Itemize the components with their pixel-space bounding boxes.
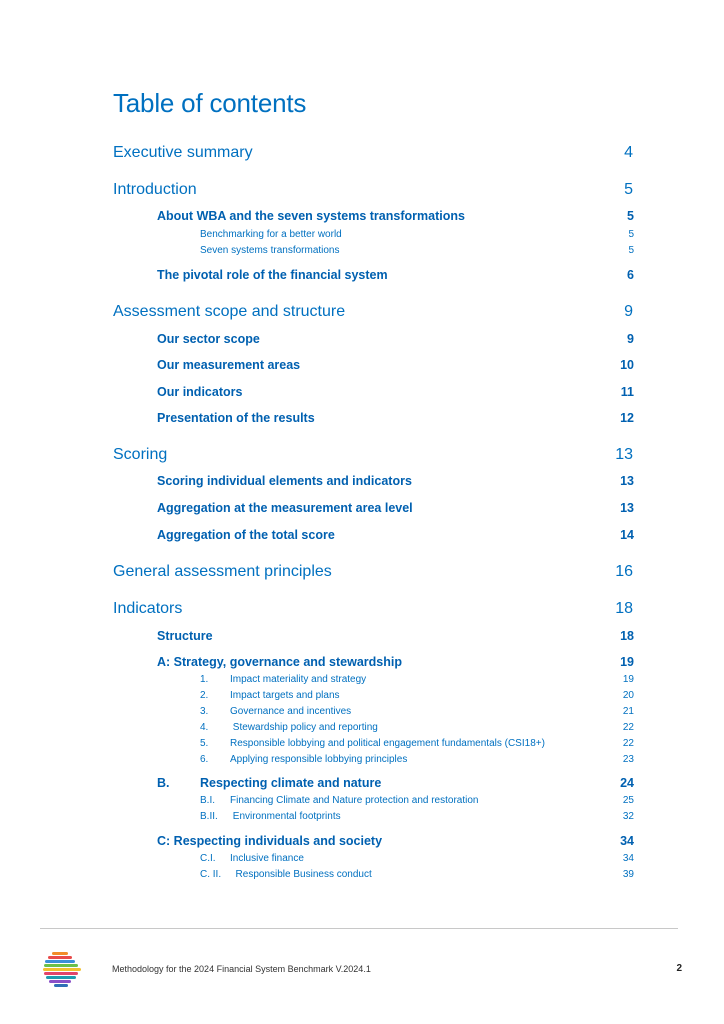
- toc-entry-aggregation-total[interactable]: [157, 528, 634, 542]
- toc-entry-number: 3.: [200, 706, 209, 717]
- toc-entry-seven-systems[interactable]: [200, 245, 634, 256]
- toc-entry-text: Environmental footprints: [230, 811, 341, 822]
- toc-entry-label: Assessment scope and structure: [113, 303, 346, 320]
- footer-divider: [40, 928, 678, 929]
- toc-entry-executive-summary[interactable]: [113, 144, 633, 162]
- toc-entry-respecting-individuals[interactable]: [157, 834, 634, 848]
- toc-entry-label: General assessment principles: [113, 563, 332, 580]
- toc-entry-text: Governance and incentives: [230, 706, 352, 717]
- toc-entry-text: Inclusive finance: [230, 853, 304, 864]
- toc-entry-label: [200, 690, 623, 701]
- toc-entry-assessment-scope[interactable]: [113, 303, 633, 321]
- toc-entry-page: 24: [620, 776, 634, 790]
- toc-entry-label: [200, 869, 623, 880]
- toc-entry-page: 32: [622, 811, 634, 822]
- toc-entry-label: C: Respecting individuals and society: [157, 834, 383, 848]
- toc-entry-label: Indicators: [113, 600, 183, 617]
- toc-entry-text: Impact materiality and strategy: [230, 674, 367, 685]
- toc-entry-text: Responsible Business conduct: [230, 869, 372, 880]
- toc-entry-number: 4.: [200, 722, 209, 733]
- toc-entry-sector-scope[interactable]: [157, 332, 634, 346]
- page-title: Table of contents: [113, 88, 307, 118]
- toc-entry-number: B.II.: [200, 811, 218, 822]
- toc-entry-number: B.I.: [200, 795, 216, 806]
- toc-entry-page: 19: [620, 655, 634, 669]
- toc-entry-page: 5: [628, 245, 634, 256]
- toc-entry-label: Scoring individual elements and indicators: [157, 474, 412, 488]
- footer-document-title: Methodology for the 2024 Financial System Benchmark V.2024.1: [112, 964, 371, 974]
- toc-entry-label: Introduction: [113, 181, 197, 198]
- toc-entry-label: Scoring: [113, 446, 168, 463]
- toc-entry-text: Financing Climate and Nature protection and restoration: [230, 795, 479, 806]
- toc-entry-impact-targets[interactable]: [200, 690, 634, 701]
- toc-entry-page: 19: [622, 674, 634, 685]
- toc-entry-page: 14: [620, 528, 634, 542]
- toc-entry-benchmarking[interactable]: [200, 229, 634, 240]
- wba-logo-icon: [43, 950, 83, 990]
- toc-entry-label: Our sector scope: [157, 332, 260, 346]
- toc-entry-presentation[interactable]: [157, 411, 634, 425]
- toc-entry-number: 2.: [200, 690, 209, 701]
- toc-entry-label: Structure: [157, 629, 213, 643]
- toc-entry-stewardship-policy[interactable]: [200, 722, 634, 733]
- toc-entry-respecting-climate[interactable]: [157, 776, 634, 790]
- toc-entry-label: [200, 722, 623, 733]
- toc-entry-label: Aggregation at the measurement area level: [157, 501, 413, 515]
- toc-entry-introduction[interactable]: [113, 181, 633, 199]
- toc-entry-page: 13: [620, 474, 634, 488]
- toc-entry-label: A: Strategy, governance and stewardship: [157, 655, 402, 669]
- toc-entry-number: C.I.: [200, 853, 216, 864]
- toc-entry-page: 5: [624, 181, 633, 198]
- toc-entry-text: Responsible lobbying and political engagement fundamentals (CSI18+): [230, 738, 545, 749]
- toc-entry-page: 21: [622, 706, 634, 717]
- toc-entry-page: 34: [620, 834, 634, 848]
- toc-entry-label: [200, 795, 623, 806]
- toc-entry-label: Seven systems transformations: [200, 245, 340, 256]
- toc-entry-page: 5: [628, 229, 634, 240]
- toc-entry-governance-incentives[interactable]: [200, 706, 634, 717]
- toc-entry-page: 25: [622, 795, 634, 806]
- toc-entry-page: 13: [620, 501, 634, 515]
- toc-entry-label: [200, 853, 623, 864]
- toc-entry-page: 16: [615, 563, 633, 580]
- toc-entry-number: B.: [157, 776, 170, 790]
- toc-entry-scoring-individual[interactable]: [157, 474, 634, 488]
- toc-entry-page: 34: [622, 853, 634, 864]
- toc-entry-label: [200, 706, 623, 717]
- toc-entry-label: Our measurement areas: [157, 358, 301, 372]
- toc-entry-measurement-areas[interactable]: [157, 358, 634, 372]
- toc-entry-aggregation-area[interactable]: [157, 501, 634, 515]
- toc-entry-financing-climate[interactable]: [200, 795, 634, 806]
- toc-entry-pivotal-role[interactable]: [157, 268, 634, 282]
- toc-entry-impact-materiality[interactable]: [200, 674, 634, 685]
- toc-entry-label: [200, 811, 623, 822]
- toc-entry-applying-lobbying[interactable]: [200, 754, 634, 765]
- toc-entry-label: [157, 776, 620, 790]
- footer-page-number: 2: [676, 963, 682, 974]
- toc-entry-label: About WBA and the seven systems transformations: [157, 209, 465, 223]
- toc-entry-text: Applying responsible lobbying principles: [230, 754, 408, 765]
- toc-entry-page: 6: [627, 268, 634, 282]
- toc-entry-page: 23: [622, 754, 634, 765]
- toc-entry-label: [200, 738, 623, 749]
- toc-entry-number: 1.: [200, 674, 209, 685]
- toc-entry-page: 10: [620, 358, 634, 372]
- toc-entry-number: 5.: [200, 738, 209, 749]
- toc-entry-page: 9: [624, 303, 633, 320]
- toc-entry-label: Aggregation of the total score: [157, 528, 335, 542]
- toc-entry-page: 22: [622, 722, 634, 733]
- toc-entry-page: 9: [627, 332, 634, 346]
- toc-entry-text: Stewardship policy and reporting: [230, 722, 378, 733]
- toc-entry-about-wba[interactable]: [157, 209, 634, 223]
- toc-entry-page: 18: [620, 629, 634, 643]
- toc-entry-inclusive-finance[interactable]: [200, 853, 634, 864]
- toc-entry-page: 4: [624, 144, 633, 161]
- toc-entry-page: 20: [622, 690, 634, 701]
- toc-entry-scoring[interactable]: [113, 446, 633, 464]
- toc-entry-page: 39: [622, 869, 634, 880]
- toc-entry-number: 6.: [200, 754, 209, 765]
- toc-entry-page: 13: [615, 446, 633, 463]
- toc-entry-our-indicators[interactable]: [157, 385, 634, 399]
- toc-entry-page: 22: [622, 738, 634, 749]
- toc-entry-environmental-footprints[interactable]: [200, 811, 634, 822]
- toc-entry-page: 12: [620, 411, 634, 425]
- toc-entry-label: The pivotal role of the financial system: [157, 268, 388, 282]
- toc-entry-text: Respecting climate and nature: [200, 776, 382, 790]
- toc-entry-label: [200, 674, 623, 685]
- toc-entry-indicators[interactable]: [113, 600, 633, 618]
- toc-entry-label: Executive summary: [113, 144, 253, 161]
- toc-entry-responsible-business[interactable]: [200, 869, 634, 880]
- toc-entry-label: [200, 754, 623, 765]
- toc-entry-label: Our indicators: [157, 385, 243, 399]
- toc-entry-structure[interactable]: [157, 629, 634, 643]
- toc-entry-responsible-lobbying[interactable]: [200, 738, 634, 749]
- toc-entry-text: Impact targets and plans: [230, 690, 340, 701]
- toc-entry-number: C. II.: [200, 869, 222, 880]
- toc-entry-page: 18: [615, 600, 633, 617]
- toc-entry-label: Presentation of the results: [157, 411, 315, 425]
- toc-entry-general-principles[interactable]: [113, 563, 633, 581]
- toc-entry-label: Benchmarking for a better world: [200, 229, 342, 240]
- toc-entry-page: 5: [627, 209, 634, 223]
- toc-entry-strategy-governance[interactable]: [157, 655, 634, 669]
- toc-entry-page: 11: [620, 385, 634, 399]
